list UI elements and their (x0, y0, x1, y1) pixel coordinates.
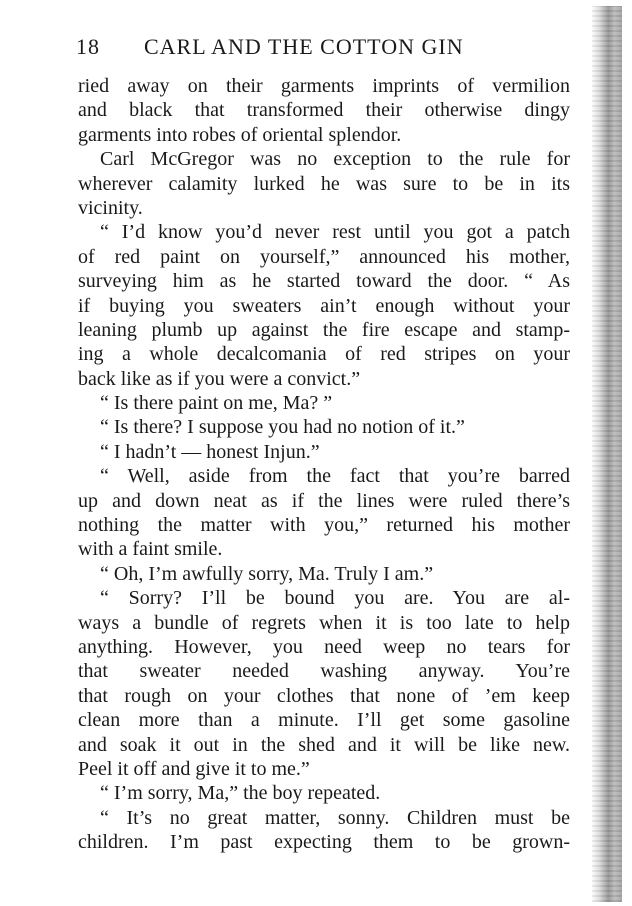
text-line: garments into robes of oriental splendor. (78, 123, 402, 146)
text-line: wherever calamity lurked he was sure to be in its (78, 172, 570, 195)
text-line: “ I’d know you’d never rest until you got a patch (100, 221, 570, 244)
text-line: leaning plumb up against the fire escape and stamp- (78, 318, 570, 341)
text-line: up and down neat as if the lines were ruled there’s (78, 489, 570, 512)
running-head (76, 34, 576, 64)
text-line: children. I’m past expecting them to be grown- (78, 831, 570, 854)
page-edge-texture (592, 6, 622, 902)
text-line: “ I hadn’t — honest Injun.” (100, 440, 320, 463)
text-line: with a faint smile. (78, 538, 223, 561)
page-edge-shadow (592, 6, 622, 902)
text-line: ing a whole decalcomania of red stripes on your (78, 343, 570, 366)
text-line: back like as if you were a convict.” (78, 367, 361, 390)
text-line: if buying you sweaters ain’t enough without your (78, 294, 570, 317)
text-line: “ Oh, I’m awfully sorry, Ma. Truly I am.” (100, 562, 434, 585)
body-text (78, 74, 570, 855)
text-line: anything. However, you need weep no tears for (78, 635, 570, 658)
text-line: vicinity. (78, 196, 143, 219)
text-line: and soak it out in the shed and it will be like new. (78, 733, 570, 756)
text-line: Peel it off and give it to me.” (78, 757, 310, 780)
text-line: and black that transformed their otherwise dingy (78, 99, 570, 122)
text-line: nothing the matter with you,” returned his mother (78, 514, 570, 537)
text-line: “ I’m sorry, Ma,” the boy repeated. (100, 782, 381, 805)
text-line: “ Sorry? I’ll be bound you are. You are al- (100, 587, 570, 610)
text-line: that sweater needed washing anyway. You’re (78, 660, 570, 683)
text-line: “ Is there paint on me, Ma? ” (100, 392, 333, 415)
text-line: ried away on their garments imprints of vermilion (78, 75, 570, 97)
text-line: ways a bundle of regrets when it is too late to help (78, 611, 570, 634)
text-line: surveying him as he started toward the door. “ As (78, 270, 570, 293)
book-title: CARL AND THE COTTON GIN (144, 34, 464, 59)
text-line: “ It’s no great matter, sonny. Children must be (100, 806, 570, 829)
text-line: clean more than a minute. I’ll get some gasoline (78, 709, 570, 732)
page-number: 18 (76, 34, 100, 59)
text-line: “ Well, aside from the fact that you’re barred (100, 465, 570, 488)
text-line: of red paint on yourself,” announced his mother, (78, 245, 570, 268)
text-line: Carl McGregor was no exception to the rule for (100, 148, 570, 171)
text-line: that rough on your clothes that none of ’em keep (78, 684, 570, 707)
text-line: “ Is there? I suppose you had no notion of it.” (100, 416, 465, 439)
